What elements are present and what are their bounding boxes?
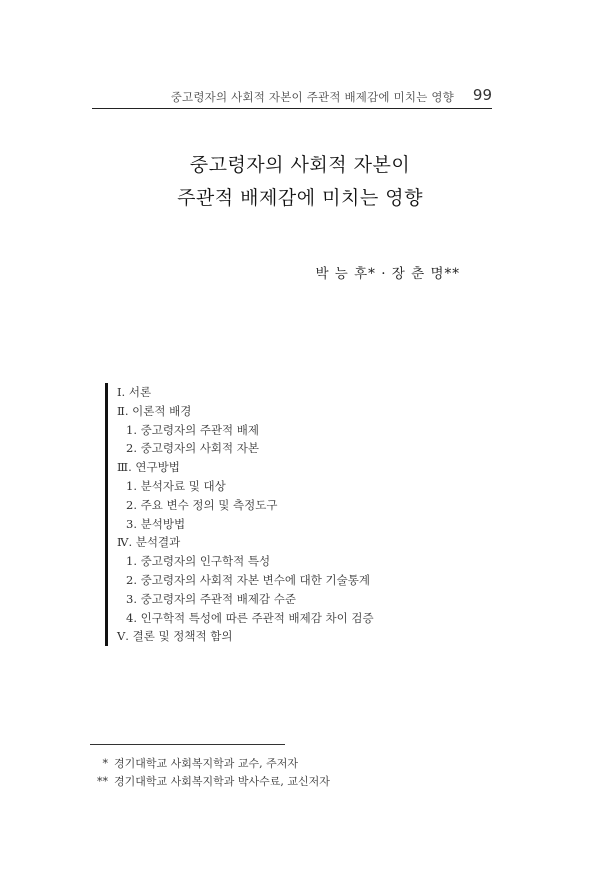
footnote-mark: * <box>102 757 108 770</box>
footnote-divider <box>90 744 285 745</box>
toc-subitem: 1. 분석자료 및 대상 <box>126 478 226 493</box>
table-of-contents <box>105 383 437 646</box>
toc-subitem: 3. 분석방법 <box>126 516 186 531</box>
toc-item: Ⅳ. 분석결과 <box>117 535 181 550</box>
toc-subitem: 4. 인구학적 특성에 따른 주관적 배제감 차이 검증 <box>126 610 374 625</box>
footnotes <box>90 755 330 791</box>
toc-item: Ⅱ. 이론적 배경 <box>117 403 192 418</box>
paper-title-line-2: 주관적 배제감에 미치는 영향 <box>177 187 423 209</box>
toc-subitem: 2. 주요 변수 정의 및 측정도구 <box>126 497 278 512</box>
toc-subitem: 2. 중고령자의 사회적 자본 변수에 대한 기술통계 <box>126 572 370 587</box>
footnote <box>90 773 330 791</box>
footnote-text: 경기대학교 사회복지학과 교수, 주저자 <box>114 757 299 770</box>
toc-item: Ⅰ. 서론 <box>117 385 152 399</box>
footnote-mark: ** <box>97 775 108 788</box>
page-number: 99 <box>472 86 492 104</box>
footnote <box>90 755 330 773</box>
running-header <box>92 84 492 109</box>
toc-subitem: 3. 중고령자의 주관적 배제감 수준 <box>126 591 297 606</box>
paper-title-line-1: 중고령자의 사회적 자본이 <box>189 154 411 176</box>
toc-subitem: 1. 중고령자의 주관적 배제 <box>126 422 260 437</box>
toc-item: Ⅴ. 결론 및 정책적 함의 <box>117 629 233 644</box>
toc-subitem: 1. 중고령자의 인구학적 특성 <box>126 554 271 569</box>
running-title: 중고령자의 사회적 자본이 주관적 배제감에 미치는 영향 <box>170 90 454 104</box>
toc-item: Ⅲ. 연구방법 <box>117 460 180 475</box>
author-list: 박 능 후* · 장 춘 명** <box>315 266 460 282</box>
toc-subitem: 2. 중고령자의 사회적 자본 <box>126 441 260 456</box>
footnote-text: 경기대학교 사회복지학과 박사수료, 교신저자 <box>114 775 330 788</box>
